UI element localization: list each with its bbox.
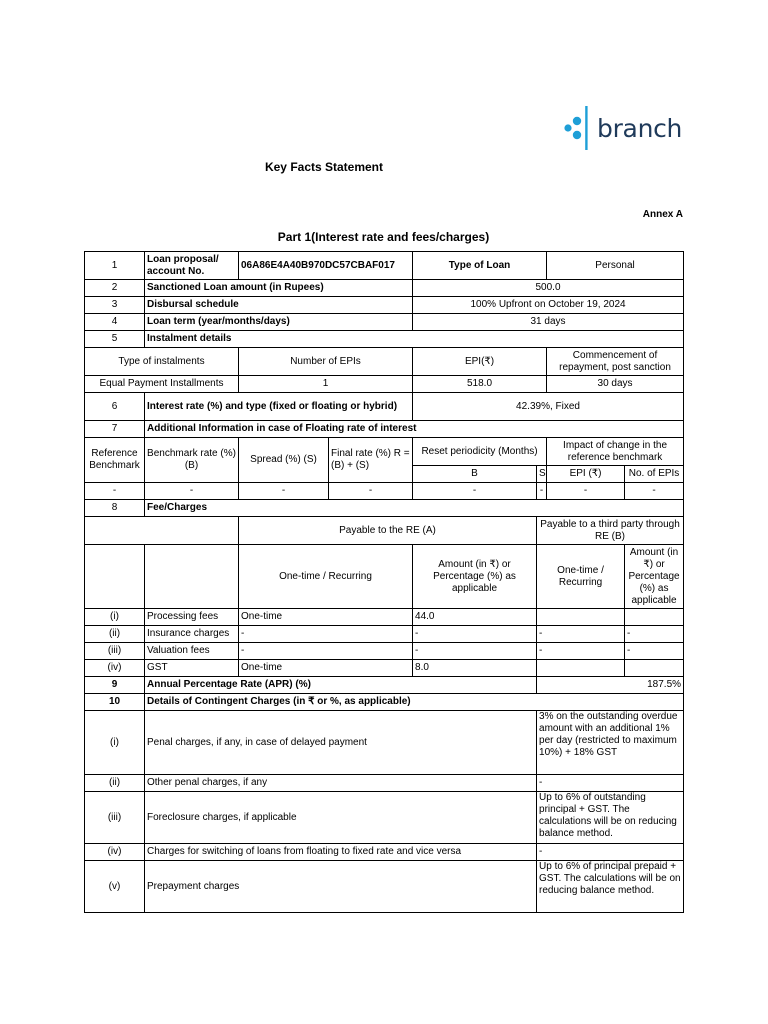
table-cell: -: [145, 483, 239, 500]
row-label: Loan term (year/months/days): [145, 314, 413, 331]
column-header: S: [537, 466, 547, 483]
column-header: One-time / Recurring: [537, 545, 625, 609]
item-number: (ii): [85, 775, 145, 792]
fee-amount: -: [625, 643, 684, 660]
loan-term: 31 days: [413, 314, 684, 331]
charge-value: -: [537, 844, 684, 861]
row-number: 4: [85, 314, 145, 331]
row-number: 7: [85, 421, 145, 438]
fee-amount: -: [413, 643, 537, 660]
column-header: B: [413, 466, 537, 483]
fee-type: -: [537, 643, 625, 660]
branch-logo-text: branch: [597, 113, 683, 143]
epi-amount: 518.0: [413, 376, 547, 393]
row-number: 1: [85, 252, 145, 280]
table-row: [85, 280, 684, 297]
table-row: [85, 660, 684, 677]
table-row: [85, 677, 684, 694]
table-row: [85, 331, 684, 348]
table-row: [85, 348, 684, 376]
item-number: (iv): [85, 660, 145, 677]
fee-type: [537, 660, 625, 677]
column-header: Payable to a third party through RE (B): [537, 517, 684, 545]
table-row: [85, 609, 684, 626]
item-number: (iii): [85, 643, 145, 660]
column-header: No. of EPIs: [625, 466, 684, 483]
table-cell: -: [547, 483, 625, 500]
row-label: Annual Percentage Rate (APR) (%): [145, 677, 537, 694]
disbursal-schedule: 100% Upfront on October 19, 2024: [413, 297, 684, 314]
column-header: Amount (in ₹) or Percentage (%) as applicable: [413, 545, 537, 609]
row-label: Instalment details: [145, 331, 684, 348]
table-row: [85, 297, 684, 314]
fee-label: GST: [145, 660, 239, 677]
table-cell: -: [329, 483, 413, 500]
fee-type: -: [239, 626, 413, 643]
row-label: Additional Information in case of Floating rate of interest: [145, 421, 684, 438]
epi-count: 1: [239, 376, 413, 393]
fee-label: Processing fees: [145, 609, 239, 626]
table-row: [85, 252, 684, 280]
fee-amount: -: [625, 626, 684, 643]
charge-value: Up to 6% of outstanding principal + GST. The calculations will be on reducing balance method.: [537, 792, 684, 844]
fee-type: -: [537, 626, 625, 643]
instalment-type: Equal Payment Installments: [85, 376, 239, 393]
column-header: Benchmark rate (%) (B): [145, 438, 239, 483]
table-row: [85, 517, 684, 545]
key-facts-table: [84, 251, 684, 913]
charge-value: -: [537, 775, 684, 792]
table-row: [85, 775, 684, 792]
branch-logo: [563, 104, 682, 152]
column-header: Reset periodicity (Months): [413, 438, 547, 466]
item-number: (iii): [85, 792, 145, 844]
row-label: Loan proposal/ account No.: [145, 252, 239, 280]
fee-type: [537, 609, 625, 626]
account-number: 06A86E4A40B970DC57CBAF017: [239, 252, 413, 280]
annex-label: Annex A: [642, 209, 683, 220]
row-number: 3: [85, 297, 145, 314]
table-row: [85, 694, 684, 711]
charge-value: 3% on the outstanding overdue amount with an additional 1% per day (restricted to maximum 10%) + 18% GST: [537, 711, 684, 775]
item-number: (iv): [85, 844, 145, 861]
table-cell: -: [413, 483, 537, 500]
charge-value: Up to 6% of principal prepaid + GST. The calculations will be on reducing balance method.: [537, 861, 684, 913]
table-row: [85, 438, 684, 466]
row-label: Interest rate (%) and type (fixed or floating or hybrid): [145, 393, 413, 421]
column-header: Type of instalments: [85, 348, 239, 376]
fee-amount: [625, 660, 684, 677]
column-header: Amount (in ₹) or Percentage (%) as applicable: [625, 545, 684, 609]
row-label: Details of Contingent Charges (in ₹ or %, as applicable): [145, 694, 684, 711]
fee-amount: 8.0: [413, 660, 537, 677]
item-number: (i): [85, 609, 145, 626]
interest-rate: 42.39%, Fixed: [413, 393, 684, 421]
loan-amount: 500.0: [413, 280, 684, 297]
column-header: Spread (%) (S): [239, 438, 329, 483]
table-row: [85, 643, 684, 660]
apr-value: 187.5%: [537, 677, 684, 694]
row-number: 10: [85, 694, 145, 711]
charge-label: Foreclosure charges, if applicable: [145, 792, 537, 844]
column-header: Payable to the RE (A): [239, 517, 537, 545]
fee-type: -: [239, 643, 413, 660]
column-header: EPI(₹): [413, 348, 547, 376]
fee-amount: -: [413, 626, 537, 643]
table-row: [85, 483, 684, 500]
table-cell: -: [625, 483, 684, 500]
charge-label: Charges for switching of loans from floating to fixed rate and vice versa: [145, 844, 537, 861]
row-label: Disbursal schedule: [145, 297, 413, 314]
fee-amount: 44.0: [413, 609, 537, 626]
row-number: 8: [85, 500, 145, 517]
fee-type: One-time: [239, 660, 413, 677]
table-row: [85, 626, 684, 643]
loan-type-label: Type of Loan: [413, 252, 547, 280]
column-header: Final rate (%) R = (B) + (S): [329, 438, 413, 483]
table-row: [85, 861, 684, 913]
fee-amount: [625, 609, 684, 626]
table-row: [85, 711, 684, 775]
item-number: (v): [85, 861, 145, 913]
table-cell: [145, 545, 239, 609]
column-header: Impact of change in the reference benchmark: [547, 438, 684, 466]
loan-type-value: Personal: [547, 252, 684, 280]
table-row: [85, 376, 684, 393]
table-row: [85, 844, 684, 861]
item-number: (i): [85, 711, 145, 775]
table-cell: -: [537, 483, 547, 500]
repayment-commencement: 30 days: [547, 376, 684, 393]
row-number: 9: [85, 677, 145, 694]
table-cell: -: [239, 483, 329, 500]
charge-label: Other penal charges, if any: [145, 775, 537, 792]
branch-logo-icon: [563, 106, 589, 150]
row-label: Sanctioned Loan amount (in Rupees): [145, 280, 413, 297]
fee-label: Insurance charges: [145, 626, 239, 643]
column-header: EPI (₹): [547, 466, 625, 483]
table-row: [85, 393, 684, 421]
row-number: 6: [85, 393, 145, 421]
table-cell: [85, 545, 145, 609]
row-number: 2: [85, 280, 145, 297]
column-header: One-time / Recurring: [239, 545, 413, 609]
fee-label: Valuation fees: [145, 643, 239, 660]
table-row: [85, 314, 684, 331]
column-header: Number of EPIs: [239, 348, 413, 376]
table-cell: -: [85, 483, 145, 500]
table-row: [85, 500, 684, 517]
table-row: [85, 421, 684, 438]
fee-type: One-time: [239, 609, 413, 626]
part-title: Part 1(Interest rate and fees/charges): [277, 230, 490, 244]
column-header: Commencement of repayment, post sanction: [547, 348, 684, 376]
row-label: Fee/Charges: [145, 500, 684, 517]
charge-label: Prepayment charges: [145, 861, 537, 913]
charge-label: Penal charges, if any, in case of delayed payment: [145, 711, 537, 775]
table-cell: [85, 517, 239, 545]
table-row: [85, 792, 684, 844]
page-title: Key Facts Statement: [264, 160, 384, 174]
table-row: [85, 545, 684, 609]
row-number: 5: [85, 331, 145, 348]
item-number: (ii): [85, 626, 145, 643]
column-header: Reference Benchmark: [85, 438, 145, 483]
